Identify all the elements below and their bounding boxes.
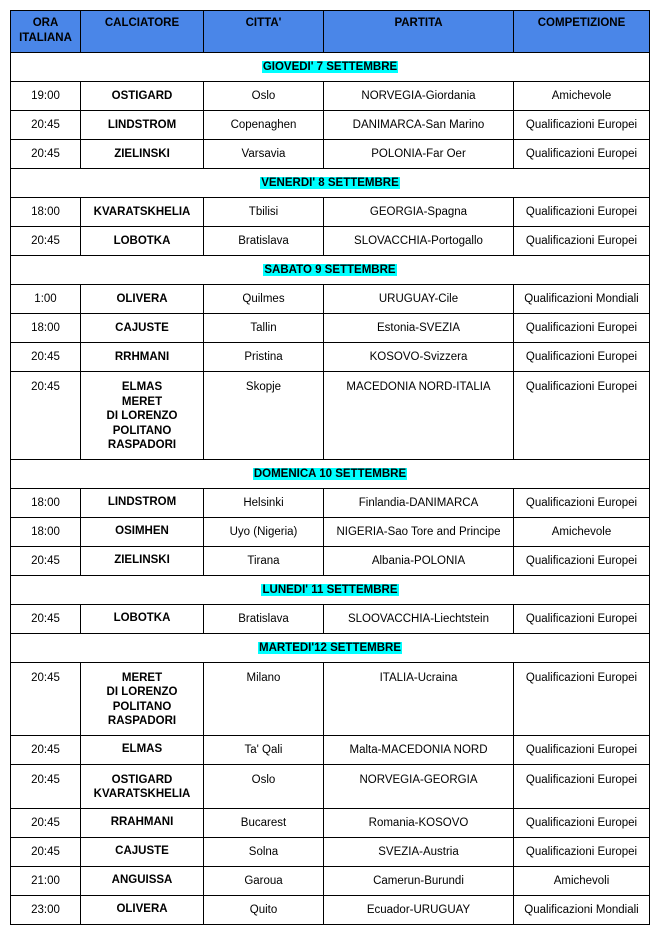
match-row bbox=[11, 735, 650, 764]
day-header-cell bbox=[11, 459, 650, 488]
match-row bbox=[11, 604, 650, 633]
competition-cell: Qualificazioni Europei bbox=[514, 372, 650, 460]
player-name: KVARATSKHELIA bbox=[93, 205, 191, 218]
time-cell: 18:00 bbox=[11, 198, 81, 227]
player-name: MERET bbox=[121, 671, 163, 684]
time-cell: 20:45 bbox=[11, 140, 81, 169]
competition-cell: Qualificazioni Europei bbox=[514, 764, 650, 808]
day-header-row bbox=[11, 459, 650, 488]
header-time: ORA ITALIANA bbox=[11, 11, 81, 53]
competition-cell: Qualificazioni Europei bbox=[514, 662, 650, 735]
match-cell: SVEZIA-Austria bbox=[324, 837, 514, 866]
player-name: POLITANO bbox=[112, 700, 172, 713]
day-header-row bbox=[11, 633, 650, 662]
match-cell: Ecuador-URUGUAY bbox=[324, 895, 514, 924]
player-name: LOBOTKA bbox=[113, 234, 171, 247]
player-cell bbox=[81, 285, 204, 314]
player-cell bbox=[81, 546, 204, 575]
city-cell: Tbilisi bbox=[204, 198, 324, 227]
match-row bbox=[11, 111, 650, 140]
player-cell bbox=[81, 662, 204, 735]
competition-cell: Qualificazioni Europei bbox=[514, 604, 650, 633]
player-name: LOBOTKA bbox=[113, 612, 171, 625]
match-row bbox=[11, 662, 650, 735]
competition-cell: Qualificazioni Europei bbox=[514, 314, 650, 343]
city-cell: Pristina bbox=[204, 343, 324, 372]
city-cell: Uyo (Nigeria) bbox=[204, 517, 324, 546]
player-name: ZIELINSKI bbox=[114, 147, 170, 160]
city-cell: Ta' Qali bbox=[204, 735, 324, 764]
match-cell: NORVEGIA-GEORGIA bbox=[324, 764, 514, 808]
player-name: OSTIGARD bbox=[111, 89, 173, 102]
player-cell bbox=[81, 314, 204, 343]
day-header-row bbox=[11, 53, 650, 82]
day-header-row bbox=[11, 256, 650, 285]
player-cell bbox=[81, 82, 204, 111]
city-cell: Skopje bbox=[204, 372, 324, 460]
player-name: CAJUSTE bbox=[115, 845, 169, 858]
day-header-cell bbox=[11, 633, 650, 662]
time-cell: 20:45 bbox=[11, 227, 81, 256]
competition-cell: Qualificazioni Europei bbox=[514, 546, 650, 575]
city-cell: Quilmes bbox=[204, 285, 324, 314]
match-cell: NIGERIA-Sao Tore and Principe bbox=[324, 517, 514, 546]
time-cell: 18:00 bbox=[11, 488, 81, 517]
header-player: CALCIATORE bbox=[81, 11, 204, 53]
competition-cell: Qualificazioni Europei bbox=[514, 837, 650, 866]
player-name: ANGUISSA bbox=[111, 874, 173, 887]
competition-cell: Amichevole bbox=[514, 82, 650, 111]
match-row bbox=[11, 866, 650, 895]
match-row bbox=[11, 198, 650, 227]
player-cell bbox=[81, 895, 204, 924]
player-cell bbox=[81, 735, 204, 764]
player-cell bbox=[81, 764, 204, 808]
time-cell: 20:45 bbox=[11, 662, 81, 735]
match-row bbox=[11, 343, 650, 372]
player-name: ZIELINSKI bbox=[114, 554, 170, 567]
match-row bbox=[11, 517, 650, 546]
competition-cell: Qualificazioni Mondiali bbox=[514, 285, 650, 314]
city-cell: Garoua bbox=[204, 866, 324, 895]
player-name: DI LORENZO bbox=[106, 686, 178, 698]
city-cell: Tirana bbox=[204, 546, 324, 575]
player-cell bbox=[81, 866, 204, 895]
match-row bbox=[11, 808, 650, 837]
player-name: OLIVERA bbox=[116, 292, 168, 305]
competition-cell: Qualificazioni Europei bbox=[514, 488, 650, 517]
player-name: CAJUSTE bbox=[115, 321, 169, 334]
time-cell: 20:45 bbox=[11, 735, 81, 764]
competition-cell: Qualificazioni Europei bbox=[514, 111, 650, 140]
day-label: SABATO 9 SETTEMBRE bbox=[264, 264, 396, 276]
match-cell: GEORGIA-Spagna bbox=[324, 198, 514, 227]
city-cell: Bratislava bbox=[204, 227, 324, 256]
city-cell: Oslo bbox=[204, 82, 324, 111]
player-name: RRAHMANI bbox=[110, 816, 174, 829]
player-name: LINDSTROM bbox=[107, 496, 177, 509]
match-row bbox=[11, 764, 650, 808]
player-name: POLITANO bbox=[112, 424, 172, 437]
match-cell: Romania-KOSOVO bbox=[324, 808, 514, 837]
match-cell: SLOVACCHIA-Portogallo bbox=[324, 227, 514, 256]
city-cell: Bratislava bbox=[204, 604, 324, 633]
match-cell: URUGUAY-Cile bbox=[324, 285, 514, 314]
time-cell: 20:45 bbox=[11, 111, 81, 140]
player-name: DI LORENZO bbox=[106, 410, 178, 422]
time-cell: 20:45 bbox=[11, 837, 81, 866]
day-header-cell bbox=[11, 575, 650, 604]
time-cell: 20:45 bbox=[11, 764, 81, 808]
player-cell bbox=[81, 372, 204, 460]
day-header-cell bbox=[11, 169, 650, 198]
header-city: CITTA' bbox=[204, 11, 324, 53]
match-row bbox=[11, 314, 650, 343]
time-cell: 1:00 bbox=[11, 285, 81, 314]
day-label: DOMENICA 10 SETTEMBRE bbox=[253, 467, 407, 480]
competition-cell: Qualificazioni Europei bbox=[514, 808, 650, 837]
competition-cell: Amichevoli bbox=[514, 866, 650, 895]
day-label: VENERDI' 8 SETTEMBRE bbox=[261, 177, 399, 189]
player-name: MERET bbox=[121, 395, 163, 408]
player-cell bbox=[81, 808, 204, 837]
match-row bbox=[11, 372, 650, 460]
player-name: OSTIGARD bbox=[111, 773, 173, 786]
day-header-row bbox=[11, 169, 650, 198]
day-label: MARTEDI'12 SETTEMBRE bbox=[258, 641, 402, 654]
city-cell: Milano bbox=[204, 662, 324, 735]
time-cell: 20:45 bbox=[11, 372, 81, 460]
day-label: GIOVEDI' 7 SETTEMBRE bbox=[262, 61, 398, 73]
player-name: KVARATSKHELIA bbox=[93, 788, 191, 800]
city-cell: Tallin bbox=[204, 314, 324, 343]
schedule-table bbox=[10, 10, 650, 925]
player-cell bbox=[81, 227, 204, 256]
city-cell: Solna bbox=[204, 837, 324, 866]
match-cell: SLOOVACCHIA-Liechtstein bbox=[324, 604, 514, 633]
city-cell: Varsavia bbox=[204, 140, 324, 169]
day-header-cell bbox=[11, 53, 650, 82]
time-cell: 19:00 bbox=[11, 82, 81, 111]
player-cell bbox=[81, 604, 204, 633]
competition-cell: Qualificazioni Mondiali bbox=[514, 895, 650, 924]
player-cell bbox=[81, 837, 204, 866]
header-match: PARTITA bbox=[324, 11, 514, 53]
day-label: LUNEDI' 11 SETTEMBRE bbox=[262, 583, 398, 596]
day-header-cell bbox=[11, 256, 650, 285]
match-cell: MACEDONIA NORD-ITALIA bbox=[324, 372, 514, 460]
competition-cell: Qualificazioni Europei bbox=[514, 140, 650, 169]
time-cell: 20:45 bbox=[11, 546, 81, 575]
match-cell: ITALIA-Ucraina bbox=[324, 662, 514, 735]
match-row bbox=[11, 82, 650, 111]
day-header-row bbox=[11, 575, 650, 604]
match-cell: POLONIA-Far Oer bbox=[324, 140, 514, 169]
match-cell: Estonia-SVEZIA bbox=[324, 314, 514, 343]
time-cell: 18:00 bbox=[11, 314, 81, 343]
player-cell bbox=[81, 111, 204, 140]
match-cell: Finlandia-DANIMARCA bbox=[324, 488, 514, 517]
competition-cell: Qualificazioni Europei bbox=[514, 198, 650, 227]
player-name: OSIMHEN bbox=[115, 525, 169, 538]
match-row bbox=[11, 140, 650, 169]
player-cell bbox=[81, 140, 204, 169]
city-cell: Copenaghen bbox=[204, 111, 324, 140]
time-cell: 20:45 bbox=[11, 808, 81, 837]
city-cell: Helsinki bbox=[204, 488, 324, 517]
time-cell: 20:45 bbox=[11, 604, 81, 633]
competition-cell: Qualificazioni Europei bbox=[514, 735, 650, 764]
player-name: RRHMANI bbox=[114, 350, 170, 363]
competition-cell: Amichevole bbox=[514, 517, 650, 546]
competition-cell: Qualificazioni Europei bbox=[514, 227, 650, 256]
city-cell: Quito bbox=[204, 895, 324, 924]
competition-cell: Qualificazioni Europei bbox=[514, 343, 650, 372]
header-row bbox=[11, 11, 650, 53]
player-name: LINDSTROM bbox=[107, 118, 177, 131]
player-cell bbox=[81, 517, 204, 546]
player-name: RASPADORI bbox=[107, 439, 177, 451]
time-cell: 20:45 bbox=[11, 343, 81, 372]
player-name: ELMAS bbox=[121, 381, 163, 393]
city-cell: Bucarest bbox=[204, 808, 324, 837]
match-row bbox=[11, 285, 650, 314]
player-name: ELMAS bbox=[121, 743, 163, 756]
player-cell bbox=[81, 198, 204, 227]
time-cell: 23:00 bbox=[11, 895, 81, 924]
match-row bbox=[11, 837, 650, 866]
time-cell: 21:00 bbox=[11, 866, 81, 895]
match-row bbox=[11, 546, 650, 575]
player-cell bbox=[81, 343, 204, 372]
match-cell: Albania-POLONIA bbox=[324, 546, 514, 575]
match-row bbox=[11, 488, 650, 517]
time-cell: 18:00 bbox=[11, 517, 81, 546]
match-cell: DANIMARCA-San Marino bbox=[324, 111, 514, 140]
player-name: OLIVERA bbox=[116, 903, 168, 916]
match-row bbox=[11, 895, 650, 924]
match-cell: Malta-MACEDONIA NORD bbox=[324, 735, 514, 764]
header-competition: COMPETIZIONE bbox=[514, 11, 650, 53]
schedule-body bbox=[11, 53, 650, 925]
match-cell: NORVEGIA-Giordania bbox=[324, 82, 514, 111]
city-cell: Oslo bbox=[204, 764, 324, 808]
player-name: RASPADORI bbox=[107, 715, 177, 727]
match-cell: Camerun-Burundi bbox=[324, 866, 514, 895]
match-row bbox=[11, 227, 650, 256]
match-cell: KOSOVO-Svizzera bbox=[324, 343, 514, 372]
player-cell bbox=[81, 488, 204, 517]
